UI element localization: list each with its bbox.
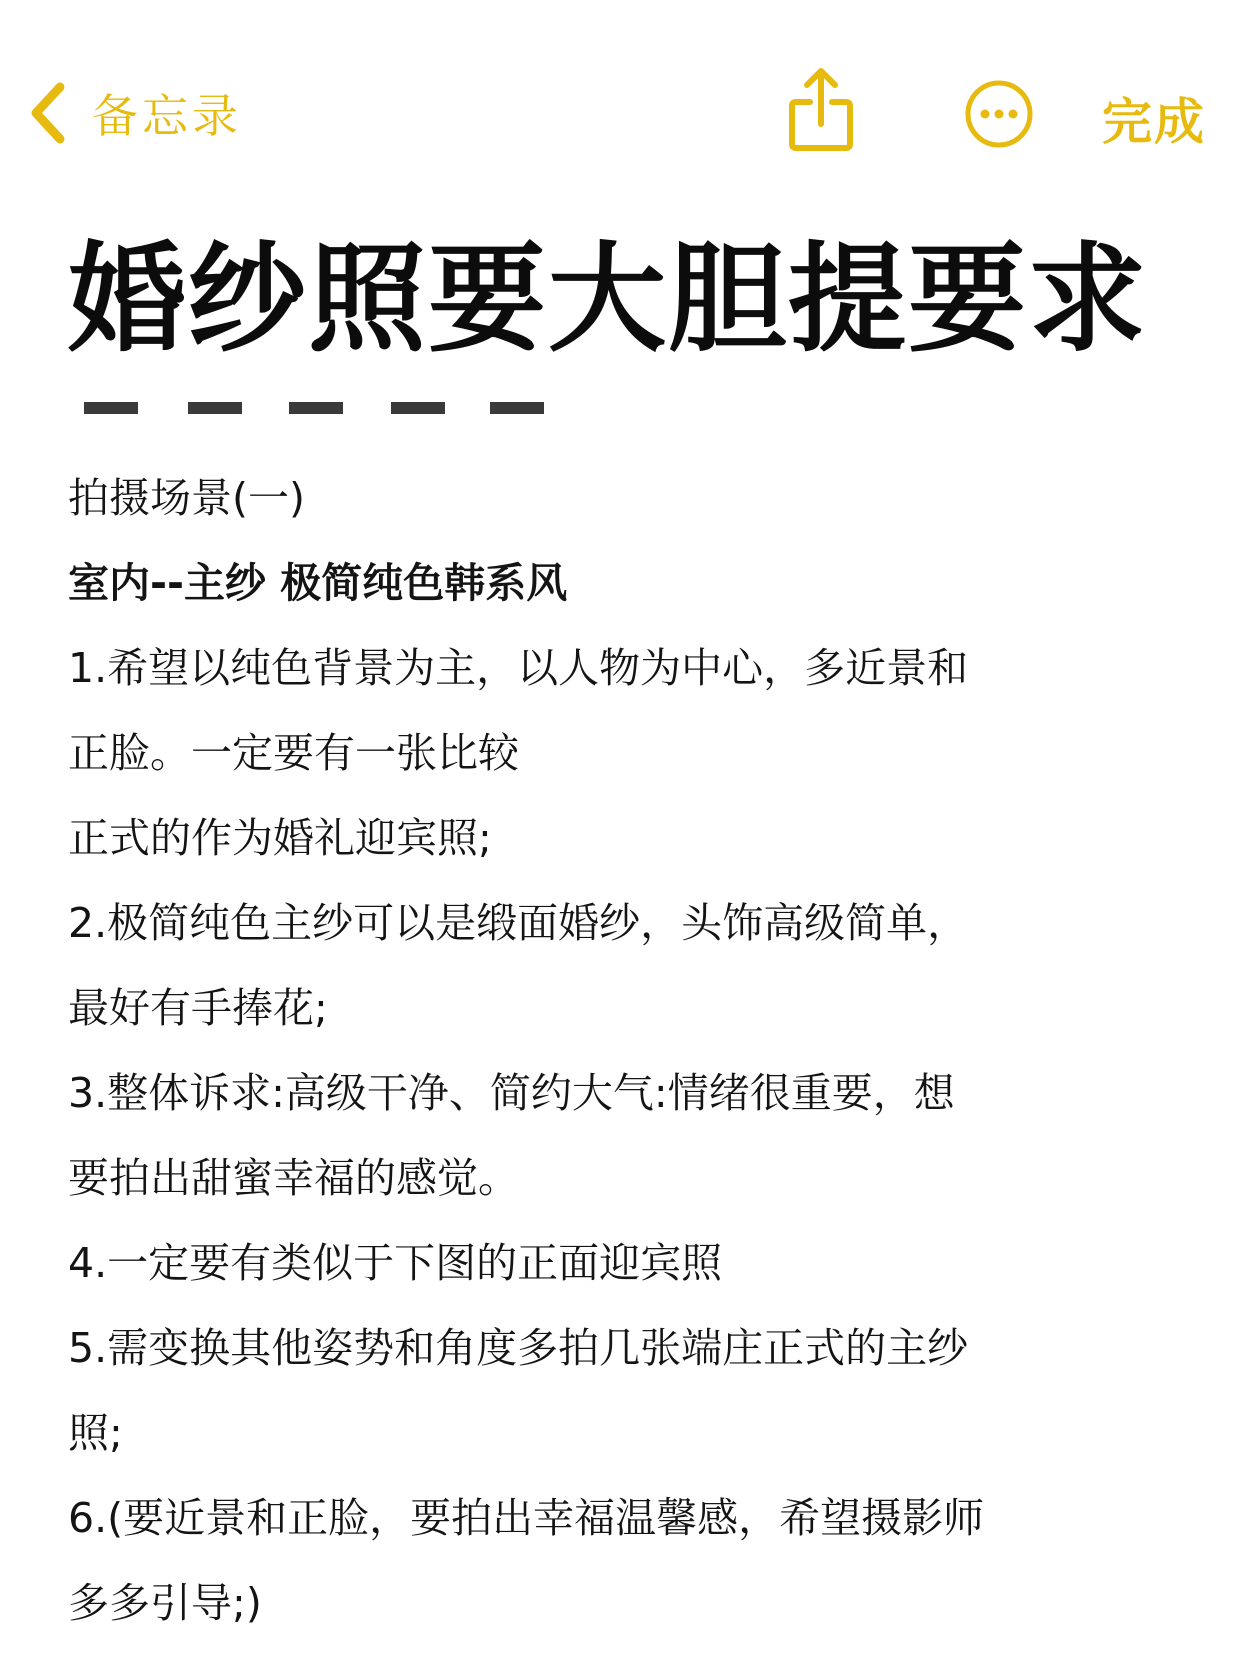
navigation-bar: [0, 0, 1242, 200]
note-line: 5.需变换其他姿势和角度多拍几张端庄正式的主纱: [68, 1324, 969, 1372]
note-line: 最好有手捧花;: [68, 984, 328, 1032]
note-line: 3.整体诉求:高级干净、简约大气:情绪很重要，想: [68, 1069, 955, 1117]
note-line: 正式的作为婚礼迎宾照;: [68, 814, 492, 862]
more-button[interactable]: [964, 79, 1034, 149]
note-title[interactable]: 婚纱照要大胆提要求: [68, 230, 1149, 368]
note-line: 4.一定要有类似于下图的正面迎宾照: [68, 1239, 723, 1287]
note-line: 正脸。一定要有一张比较: [68, 729, 519, 777]
chevron-left-icon: [28, 81, 68, 145]
done-button[interactable]: 完成: [1102, 93, 1206, 151]
more-icon: [964, 79, 1034, 149]
back-button[interactable]: [28, 78, 242, 148]
note-line: 2.极简纯色主纱可以是缎面婚纱，头饰高级简单，: [68, 899, 969, 947]
back-label: 备忘录: [92, 89, 242, 143]
share-button[interactable]: [786, 66, 856, 156]
note-line: 1.希望以纯色背景为主，以人物为中心，多近景和: [68, 644, 969, 692]
dashed-divider: [84, 402, 554, 414]
note-line: 6.(要近景和正脸，要拍出幸福温馨感，希望摄影师: [68, 1494, 985, 1542]
note-line: 照;: [68, 1409, 123, 1457]
share-icon: [786, 66, 856, 156]
note-line: 要拍出甜蜜幸福的感觉。: [68, 1154, 519, 1202]
section-heading: 拍摄场景(一): [68, 474, 305, 522]
section-subheading: 室内--主纱 极简纯色韩系风: [68, 559, 568, 607]
note-body[interactable]: [68, 456, 1178, 1646]
note-line: 多多引导;): [68, 1579, 262, 1627]
